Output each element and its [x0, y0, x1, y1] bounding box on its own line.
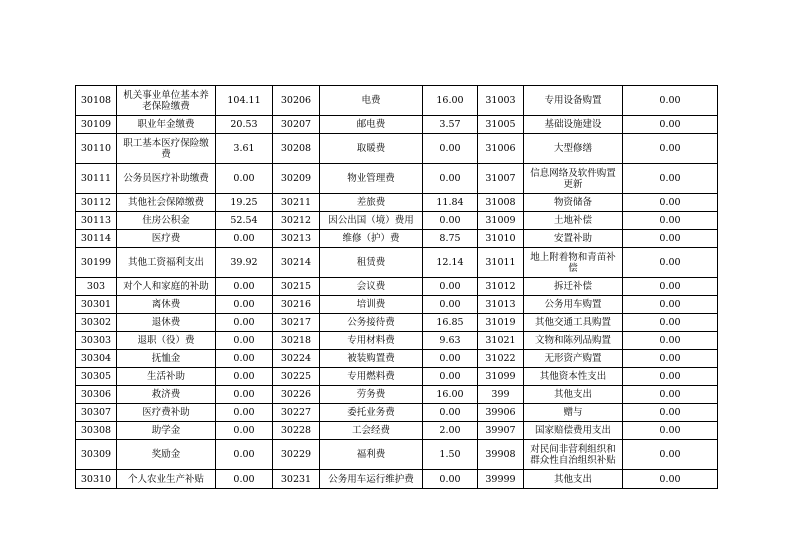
item-name-cell: 国家赔偿费用支出 [524, 422, 623, 440]
amount-cell: 0.00 [423, 470, 478, 489]
amount-cell: 0.00 [216, 164, 273, 194]
item-name-cell: 其他资本性支出 [524, 368, 623, 386]
amount-cell: 11.84 [423, 194, 478, 212]
code-cell: 30114 [76, 230, 117, 248]
table-row [76, 212, 718, 230]
amount-cell: 3.61 [216, 134, 273, 164]
code-cell: 31019 [478, 314, 524, 332]
item-name-cell: 拆迁补偿 [524, 278, 623, 296]
amount-cell: 0.00 [216, 350, 273, 368]
amount-cell: 0.00 [623, 278, 718, 296]
code-cell: 31012 [478, 278, 524, 296]
code-cell: 31008 [478, 194, 524, 212]
item-name-cell: 物业管理费 [320, 164, 423, 194]
code-cell: 30218 [273, 332, 320, 350]
code-cell: 30301 [76, 296, 117, 314]
item-name-cell: 电费 [320, 86, 423, 116]
table-row [76, 230, 718, 248]
amount-cell: 0.00 [423, 368, 478, 386]
code-cell: 30112 [76, 194, 117, 212]
table-row [76, 248, 718, 278]
table-row [76, 134, 718, 164]
amount-cell: 9.63 [423, 332, 478, 350]
code-cell: 30228 [273, 422, 320, 440]
table-row [76, 350, 718, 368]
item-name-cell: 取暖费 [320, 134, 423, 164]
item-name-cell: 劳务费 [320, 386, 423, 404]
item-name-cell: 其他工资福利支出 [117, 248, 216, 278]
item-name-cell: 信息网络及软件购置更新 [524, 164, 623, 194]
item-name-cell: 专用材料费 [320, 332, 423, 350]
amount-cell: 12.14 [423, 248, 478, 278]
amount-cell: 0.00 [623, 230, 718, 248]
amount-cell: 0.00 [623, 248, 718, 278]
item-name-cell: 无形资产购置 [524, 350, 623, 368]
code-cell: 30215 [273, 278, 320, 296]
code-cell: 39907 [478, 422, 524, 440]
amount-cell: 0.00 [623, 332, 718, 350]
amount-cell: 1.50 [423, 440, 478, 470]
code-cell: 30227 [273, 404, 320, 422]
code-cell: 39908 [478, 440, 524, 470]
item-name-cell: 对民间非营利组织和群众性自治组织补贴 [524, 440, 623, 470]
amount-cell: 8.75 [423, 230, 478, 248]
code-cell: 30109 [76, 116, 117, 134]
item-name-cell: 基础设施建设 [524, 116, 623, 134]
code-cell: 30211 [273, 194, 320, 212]
amount-cell: 0.00 [623, 194, 718, 212]
item-name-cell: 文物和陈列品购置 [524, 332, 623, 350]
code-cell: 31003 [478, 86, 524, 116]
table-row [76, 332, 718, 350]
item-name-cell: 邮电费 [320, 116, 423, 134]
item-name-cell: 个人农业生产补贴 [117, 470, 216, 489]
code-cell: 30113 [76, 212, 117, 230]
item-name-cell: 因公出国（境）费用 [320, 212, 423, 230]
item-name-cell: 公务用车运行维护费 [320, 470, 423, 489]
table-row [76, 368, 718, 386]
amount-cell: 0.00 [623, 164, 718, 194]
item-name-cell: 福利费 [320, 440, 423, 470]
amount-cell: 0.00 [623, 116, 718, 134]
code-cell: 30310 [76, 470, 117, 489]
item-name-cell: 住房公积金 [117, 212, 216, 230]
amount-cell: 0.00 [423, 278, 478, 296]
item-name-cell: 其他交通工具购置 [524, 314, 623, 332]
item-name-cell: 退休费 [117, 314, 216, 332]
code-cell: 30213 [273, 230, 320, 248]
code-cell: 31009 [478, 212, 524, 230]
amount-cell: 0.00 [216, 230, 273, 248]
code-cell: 30217 [273, 314, 320, 332]
item-name-cell: 医疗费 [117, 230, 216, 248]
amount-cell: 16.00 [423, 86, 478, 116]
table-row [76, 404, 718, 422]
item-name-cell: 退职（役）费 [117, 332, 216, 350]
item-name-cell: 医疗费补助 [117, 404, 216, 422]
code-cell: 31005 [478, 116, 524, 134]
code-cell: 30308 [76, 422, 117, 440]
code-cell: 30306 [76, 386, 117, 404]
item-name-cell: 赠与 [524, 404, 623, 422]
item-name-cell: 委托业务费 [320, 404, 423, 422]
amount-cell: 0.00 [216, 332, 273, 350]
item-name-cell: 专用燃料费 [320, 368, 423, 386]
amount-cell: 52.54 [216, 212, 273, 230]
item-name-cell: 被装购置费 [320, 350, 423, 368]
code-cell: 31021 [478, 332, 524, 350]
item-name-cell: 对个人和家庭的补助 [117, 278, 216, 296]
amount-cell: 2.00 [423, 422, 478, 440]
item-name-cell: 会议费 [320, 278, 423, 296]
amount-cell: 0.00 [216, 314, 273, 332]
code-cell: 30110 [76, 134, 117, 164]
code-cell: 31022 [478, 350, 524, 368]
code-cell: 30302 [76, 314, 117, 332]
code-cell: 30304 [76, 350, 117, 368]
item-name-cell: 其他社会保障缴费 [117, 194, 216, 212]
item-name-cell: 公务员医疗补助缴费 [117, 164, 216, 194]
code-cell: 30214 [273, 248, 320, 278]
code-cell: 30225 [273, 368, 320, 386]
amount-cell: 0.00 [423, 296, 478, 314]
table-row [76, 116, 718, 134]
amount-cell: 3.57 [423, 116, 478, 134]
amount-cell: 0.00 [216, 296, 273, 314]
amount-cell: 0.00 [623, 404, 718, 422]
code-cell: 30199 [76, 248, 117, 278]
code-cell: 30111 [76, 164, 117, 194]
code-cell: 30231 [273, 470, 320, 489]
code-cell: 39999 [478, 470, 524, 489]
code-cell: 30212 [273, 212, 320, 230]
amount-cell: 39.92 [216, 248, 273, 278]
code-cell: 30307 [76, 404, 117, 422]
amount-cell: 0.00 [423, 212, 478, 230]
amount-cell: 0.00 [623, 314, 718, 332]
amount-cell: 0.00 [216, 440, 273, 470]
table-row [76, 314, 718, 332]
amount-cell: 0.00 [216, 278, 273, 296]
amount-cell: 104.11 [216, 86, 273, 116]
item-name-cell: 其他支出 [524, 470, 623, 489]
item-name-cell: 助学金 [117, 422, 216, 440]
code-cell: 31011 [478, 248, 524, 278]
item-name-cell: 其他支出 [524, 386, 623, 404]
code-cell: 30305 [76, 368, 117, 386]
item-name-cell: 维修（护）费 [320, 230, 423, 248]
amount-cell: 0.00 [423, 404, 478, 422]
item-name-cell: 地上附着物和青苗补偿 [524, 248, 623, 278]
amount-cell: 0.00 [623, 212, 718, 230]
item-name-cell: 培训费 [320, 296, 423, 314]
code-cell: 31006 [478, 134, 524, 164]
amount-cell: 20.53 [216, 116, 273, 134]
item-name-cell: 安置补助 [524, 230, 623, 248]
item-name-cell: 土地补偿 [524, 212, 623, 230]
amount-cell: 0.00 [623, 86, 718, 116]
amount-cell: 0.00 [423, 134, 478, 164]
table-row [76, 422, 718, 440]
amount-cell: 19.25 [216, 194, 273, 212]
amount-cell: 0.00 [623, 422, 718, 440]
amount-cell: 0.00 [623, 470, 718, 489]
code-cell: 30224 [273, 350, 320, 368]
item-name-cell: 公务用车购置 [524, 296, 623, 314]
code-cell: 30216 [273, 296, 320, 314]
amount-cell: 0.00 [216, 470, 273, 489]
amount-cell: 0.00 [216, 404, 273, 422]
budget-expenditure-table [75, 85, 718, 489]
amount-cell: 0.00 [623, 134, 718, 164]
code-cell: 30229 [273, 440, 320, 470]
amount-cell: 0.00 [423, 350, 478, 368]
item-name-cell: 离休费 [117, 296, 216, 314]
amount-cell: 0.00 [216, 368, 273, 386]
item-name-cell: 大型修缮 [524, 134, 623, 164]
code-cell: 30209 [273, 164, 320, 194]
item-name-cell: 生活补助 [117, 368, 216, 386]
code-cell: 39906 [478, 404, 524, 422]
item-name-cell: 抚恤金 [117, 350, 216, 368]
code-cell: 30226 [273, 386, 320, 404]
code-cell: 30303 [76, 332, 117, 350]
amount-cell: 16.85 [423, 314, 478, 332]
table-row [76, 278, 718, 296]
amount-cell: 0.00 [216, 386, 273, 404]
amount-cell: 0.00 [623, 440, 718, 470]
item-name-cell: 机关事业单位基本养老保险缴费 [117, 86, 216, 116]
code-cell: 30206 [273, 86, 320, 116]
code-cell: 303 [76, 278, 117, 296]
item-name-cell: 公务接待费 [320, 314, 423, 332]
item-name-cell: 租赁费 [320, 248, 423, 278]
code-cell: 30108 [76, 86, 117, 116]
table-row [76, 296, 718, 314]
item-name-cell: 奖励金 [117, 440, 216, 470]
item-name-cell: 工会经费 [320, 422, 423, 440]
table-row [76, 164, 718, 194]
table-row [76, 86, 718, 116]
amount-cell: 0.00 [423, 164, 478, 194]
item-name-cell: 差旅费 [320, 194, 423, 212]
amount-cell: 0.00 [623, 368, 718, 386]
code-cell: 399 [478, 386, 524, 404]
code-cell: 30207 [273, 116, 320, 134]
table-row [76, 194, 718, 212]
item-name-cell: 职工基本医疗保险缴费 [117, 134, 216, 164]
item-name-cell: 物资储备 [524, 194, 623, 212]
table-row [76, 470, 718, 489]
code-cell: 30309 [76, 440, 117, 470]
code-cell: 31013 [478, 296, 524, 314]
table-row [76, 440, 718, 470]
amount-cell: 0.00 [623, 296, 718, 314]
item-name-cell: 职业年金缴费 [117, 116, 216, 134]
code-cell: 30208 [273, 134, 320, 164]
amount-cell: 0.00 [623, 386, 718, 404]
code-cell: 31010 [478, 230, 524, 248]
amount-cell: 0.00 [216, 422, 273, 440]
code-cell: 31099 [478, 368, 524, 386]
item-name-cell: 救济费 [117, 386, 216, 404]
amount-cell: 0.00 [623, 350, 718, 368]
amount-cell: 16.00 [423, 386, 478, 404]
item-name-cell: 专用设备购置 [524, 86, 623, 116]
code-cell: 31007 [478, 164, 524, 194]
table-row [76, 386, 718, 404]
